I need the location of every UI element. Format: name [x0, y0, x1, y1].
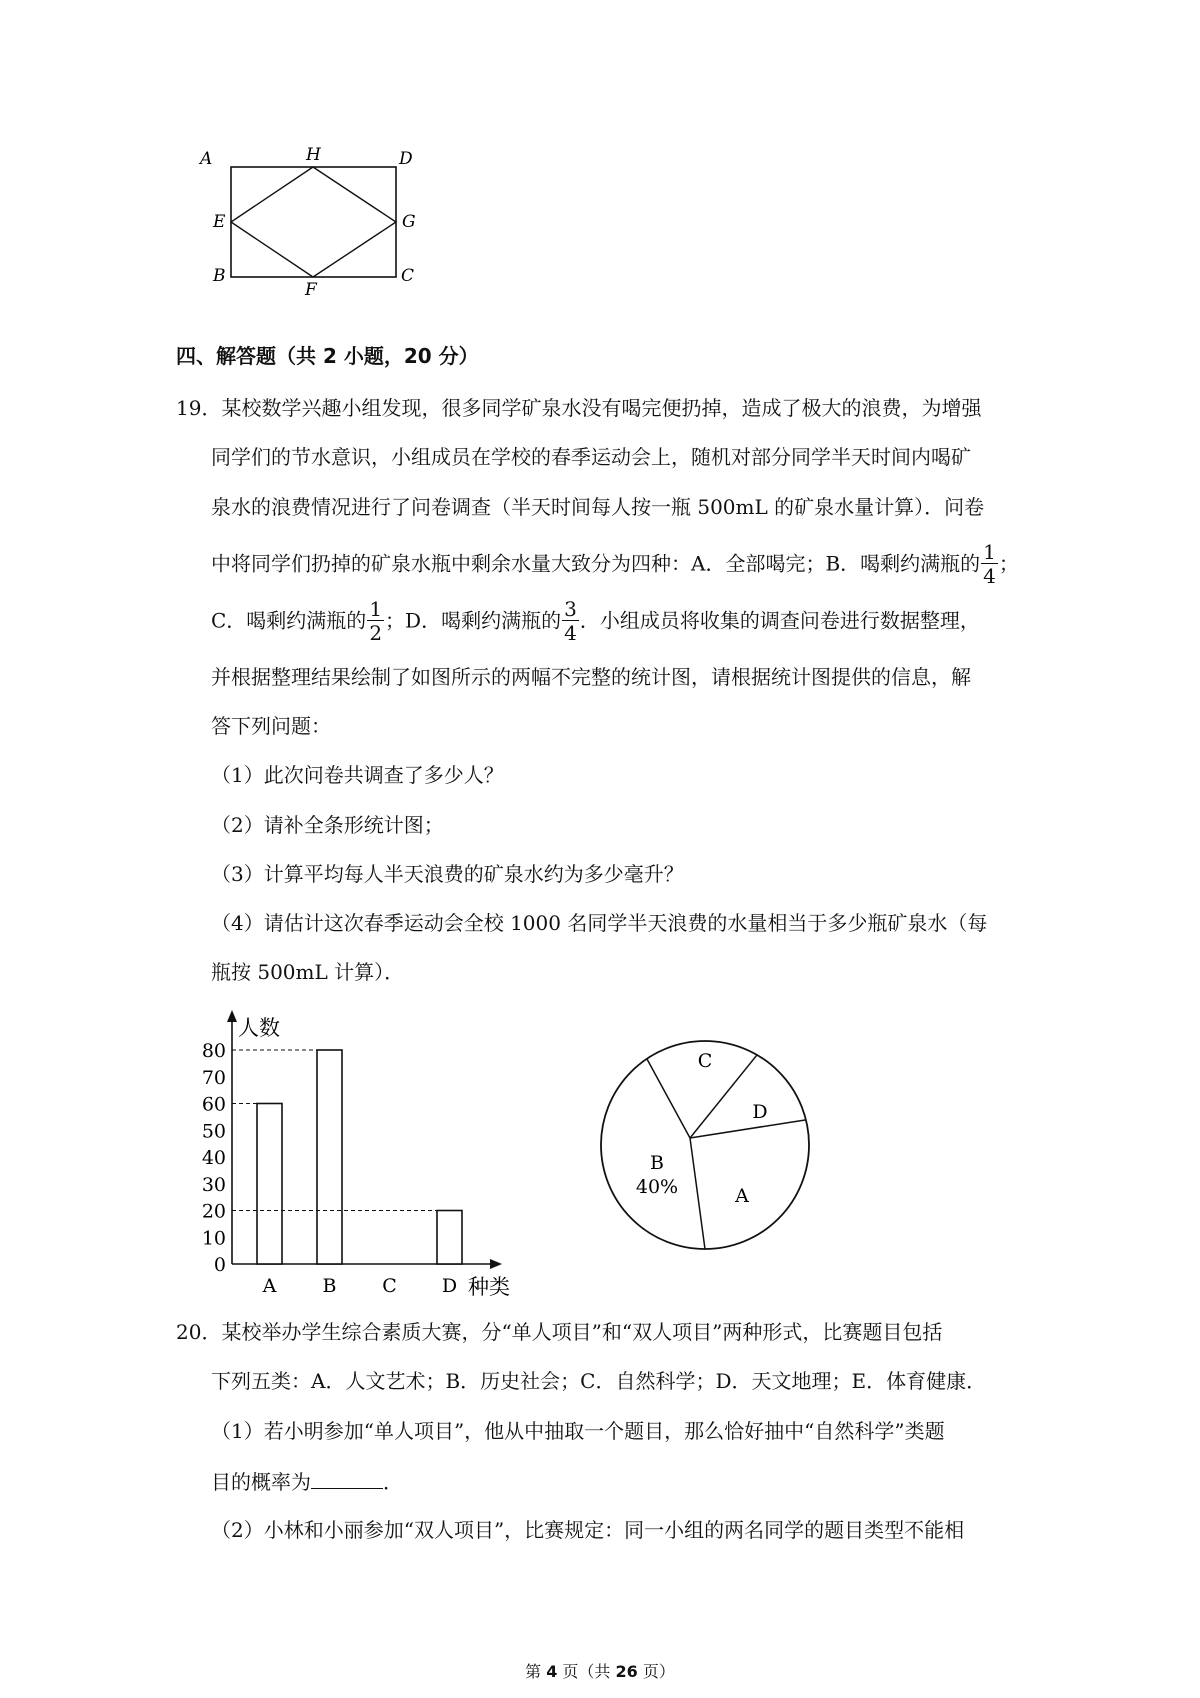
q20-line-2: 下列五类：A．人文艺术；B．历史社会；C．自然科学；D．天文地理；E．体育健康．: [211, 1369, 987, 1393]
q19-sub-4-line-1: （4）请估计这次春季运动会全校 1000 名同学半天浪费的水量相当于多少瓶矿泉水（每: [211, 911, 988, 935]
q19-sub-3: （3）计算平均每人半天浪费的矿泉水约为多少毫升？: [211, 862, 684, 886]
vertex-label-b: B: [213, 266, 226, 286]
pie-outline: [601, 1041, 809, 1249]
y-tick-label: 40: [201, 1147, 226, 1169]
fraction-three-quarters: $\frac{3}{4}$: [564, 596, 577, 645]
y-axis-arrow: [227, 1010, 237, 1022]
page-footer: 第 4 页（共 26 页）: [525, 1662, 675, 1681]
y-tick-label: 60: [201, 1093, 226, 1116]
geometry-figure: [200, 145, 420, 300]
vertex-label-h: H: [306, 145, 321, 165]
q19-line-3: 泉水的浪费情况进行了问卷调查（半天时间每人按一瓶 500mL 的矿泉水量计算）．问卷: [211, 495, 985, 519]
pie-slice-label: D: [752, 1101, 768, 1123]
vertex-label-c: C: [401, 266, 415, 286]
y-axis-title: 人数: [238, 1016, 280, 1040]
pie-slice-percent: 40%: [635, 1176, 679, 1198]
q20-line-1: 20．某校举办学生综合素质大赛，分“单人项目”和“双人项目”两种形式，比赛题目包括: [176, 1320, 943, 1344]
page-number: 4: [546, 1662, 558, 1681]
q19-sub-1: （1）此次问卷共调查了多少人？: [211, 763, 504, 787]
y-tick-label: 20: [201, 1200, 226, 1223]
q19-sub-2: （2）请补全条形统计图；: [211, 813, 444, 837]
x-tick-label: D: [441, 1275, 458, 1297]
y-tick-label: 80: [201, 1040, 226, 1062]
q19-line-5: C．喝剩约满瓶的 $\frac{1}{2}$ ；D．喝剩约满瓶的 $\frac{3}{4}$ ．小组成员将收集的调查问卷进行数据整理，: [211, 596, 980, 645]
pie-slice-label: A: [735, 1185, 749, 1207]
q19-line-1: 19．某校数学兴趣小组发现，很多同学矿泉水没有喝完便扔掉，造成了极大的浪费，为增强: [176, 396, 982, 420]
q19-line-4-text: 中将同学们扔掉的矿泉水瓶中剩余水量大致分为四种：A．全部喝完；B．喝剩约满瓶的: [211, 551, 981, 576]
bar: [257, 1104, 282, 1265]
total-pages: 26: [615, 1662, 638, 1681]
rectangle-abcd: [231, 167, 396, 277]
y-tick-label: 70: [201, 1066, 226, 1089]
bar: [317, 1050, 342, 1264]
vertex-label-f: F: [305, 280, 317, 300]
q19-line-4: 中将同学们扔掉的矿泉水瓶中剩余水量大致分为四种：A．全部喝完；B．喝剩约满瓶的 $\frac{1}{4}$ ；: [211, 539, 1019, 588]
q19-line-7: 答下列问题：: [211, 714, 331, 738]
q19-sub-4-line-2: 瓶按 500mL 计算）．: [211, 960, 405, 984]
pie-slice-label: B: [650, 1152, 664, 1174]
x-tick-label: B: [322, 1275, 337, 1297]
q19-line-2: 同学们的节水意识，小组成员在学校的春季运动会上，随机对部分同学半天时间内喝矿: [211, 445, 971, 469]
x-axis-title: 种类: [468, 1275, 510, 1299]
y-tick-label: 0: [213, 1254, 226, 1276]
fraction-one-quarter: $\frac{1}{4}$: [983, 539, 996, 588]
rhombus-efgh: [231, 167, 396, 277]
answer-blank[interactable]: [311, 1470, 383, 1489]
q20-sub-2-line-1: （2）小林和小丽参加“双人项目”，比赛规定：同一小组的两名同学的题目类型不能相: [211, 1518, 965, 1542]
q20-sub-1-line-2: 目的概率为 ．: [211, 1470, 403, 1494]
y-tick-label: 30: [201, 1173, 226, 1196]
x-tick-label: A: [262, 1275, 277, 1297]
y-tick-label: 10: [201, 1227, 226, 1250]
bar: [437, 1211, 462, 1265]
q20-sub-1-line-1: （1）若小明参加“单人项目”，他从中抽取一个题目，那么恰好抽中“自然科学”类题: [211, 1419, 945, 1443]
pie-chart: [585, 1025, 825, 1265]
section-heading: 四、解答题（共 2 小题，20 分）: [176, 344, 479, 368]
vertex-label-e: E: [213, 212, 226, 232]
q19-line-6: 并根据整理结果绘制了如图所示的两幅不完整的统计图，请根据统计图提供的信息，解: [211, 665, 971, 689]
vertex-label-g: G: [402, 212, 416, 232]
fraction-one-half: $\frac{1}{2}$: [369, 596, 383, 645]
pie-slice-label: C: [697, 1050, 713, 1072]
y-tick-label: 50: [201, 1120, 226, 1143]
x-axis-arrow: [490, 1259, 502, 1269]
x-tick-label: C: [382, 1275, 397, 1297]
vertex-label-a: A: [200, 149, 213, 169]
bar-chart: [201, 1000, 565, 1300]
vertex-label-d: D: [399, 149, 413, 169]
